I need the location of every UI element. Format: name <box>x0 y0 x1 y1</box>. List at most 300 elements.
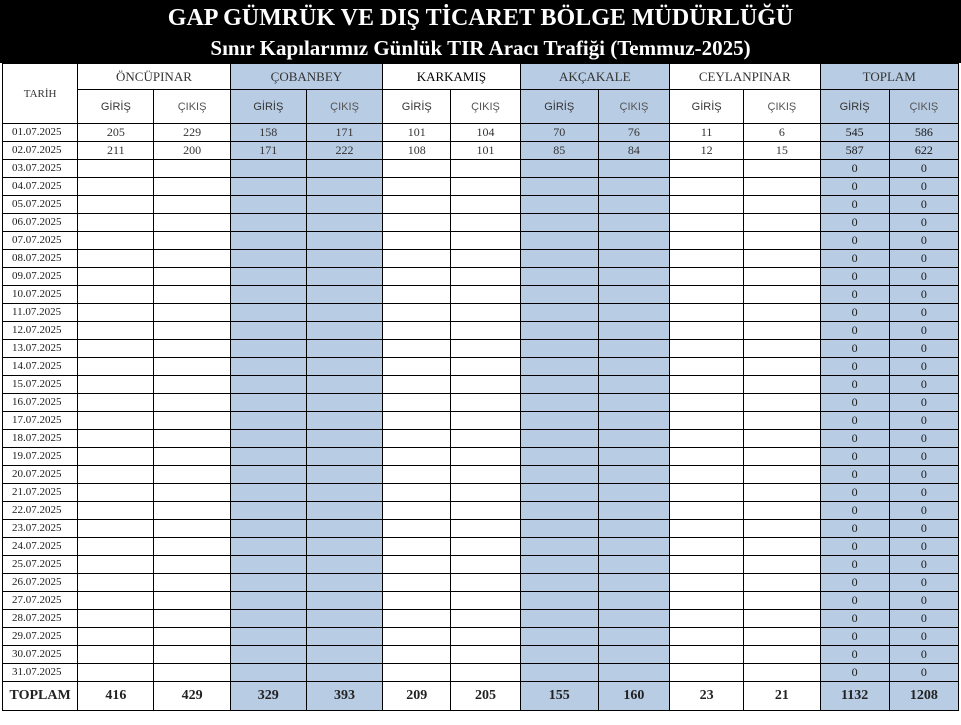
value-cell <box>451 178 520 196</box>
date-cell: 19.07.2025 <box>3 448 78 466</box>
value-cell <box>520 664 598 682</box>
date-cell: 16.07.2025 <box>3 394 78 412</box>
table-row <box>3 448 959 466</box>
value-cell: 15 <box>744 142 820 160</box>
value-cell <box>670 592 744 610</box>
subheader-giris: GİRİŞ <box>230 90 306 124</box>
value-cell <box>306 448 382 466</box>
value-cell <box>306 664 382 682</box>
value-cell <box>230 412 306 430</box>
row-total-cell: 0 <box>889 556 958 574</box>
row-total-cell: 0 <box>889 646 958 664</box>
value-cell <box>78 664 154 682</box>
table-row <box>3 538 959 556</box>
group-header-karkamis: KARKAMIŞ <box>383 64 520 90</box>
table-row <box>3 178 959 196</box>
value-cell <box>451 556 520 574</box>
value-cell <box>744 232 820 250</box>
value-cell <box>451 358 520 376</box>
row-total-cell: 0 <box>889 178 958 196</box>
row-total-cell: 0 <box>889 304 958 322</box>
value-cell <box>154 448 230 466</box>
date-cell: 28.07.2025 <box>3 610 78 628</box>
value-cell <box>670 610 744 628</box>
value-cell <box>78 250 154 268</box>
row-total-cell: 0 <box>820 484 889 502</box>
value-cell: 108 <box>383 142 451 160</box>
value-cell <box>306 232 382 250</box>
value-cell <box>306 322 382 340</box>
value-cell <box>383 304 451 322</box>
value-cell <box>670 286 744 304</box>
value-cell <box>670 268 744 286</box>
row-total-cell: 0 <box>889 520 958 538</box>
row-total-cell: 0 <box>889 322 958 340</box>
date-cell: 20.07.2025 <box>3 466 78 484</box>
value-cell <box>306 520 382 538</box>
table-row <box>3 610 959 628</box>
value-cell <box>598 178 669 196</box>
value-cell <box>383 430 451 448</box>
row-total-cell: 0 <box>820 268 889 286</box>
value-cell <box>520 556 598 574</box>
table-row <box>3 664 959 682</box>
value-cell <box>670 250 744 268</box>
date-cell: 27.07.2025 <box>3 592 78 610</box>
table-body <box>3 124 959 682</box>
value-cell <box>670 430 744 448</box>
row-total-cell: 0 <box>820 178 889 196</box>
value-cell <box>78 538 154 556</box>
value-cell <box>78 646 154 664</box>
value-cell <box>154 628 230 646</box>
value-cell <box>670 304 744 322</box>
value-cell <box>154 610 230 628</box>
row-total-cell: 586 <box>889 124 958 142</box>
value-cell <box>451 592 520 610</box>
value-cell <box>598 376 669 394</box>
row-total-cell: 0 <box>820 214 889 232</box>
date-cell: 22.07.2025 <box>3 502 78 520</box>
table-row <box>3 430 959 448</box>
date-cell: 02.07.2025 <box>3 142 78 160</box>
group-header-ceylanpinar: CEYLANPINAR <box>670 64 820 90</box>
value-cell <box>451 394 520 412</box>
value-cell <box>744 592 820 610</box>
report-subtitle: Sınır Kapılarımız Günlük TIR Aracı Trafiği (Temmuz-2025) <box>210 36 751 60</box>
value-cell <box>670 628 744 646</box>
value-cell <box>78 556 154 574</box>
table-row <box>3 232 959 250</box>
subheader-cikis: ÇIKIŞ <box>306 90 382 124</box>
row-total-cell: 0 <box>889 376 958 394</box>
value-cell <box>451 466 520 484</box>
value-cell <box>451 538 520 556</box>
value-cell <box>670 412 744 430</box>
value-cell <box>230 502 306 520</box>
value-cell <box>520 250 598 268</box>
value-cell <box>744 520 820 538</box>
value-cell <box>520 304 598 322</box>
total-cell: 393 <box>306 682 382 711</box>
value-cell <box>670 340 744 358</box>
value-cell <box>520 340 598 358</box>
value-cell <box>670 196 744 214</box>
subheader-giris: GİRİŞ <box>78 90 154 124</box>
row-total-cell: 545 <box>820 124 889 142</box>
value-cell <box>451 322 520 340</box>
value-cell <box>78 286 154 304</box>
date-cell: 12.07.2025 <box>3 322 78 340</box>
value-cell <box>383 268 451 286</box>
value-cell <box>154 664 230 682</box>
value-cell <box>520 286 598 304</box>
value-cell <box>451 412 520 430</box>
value-cell <box>744 358 820 376</box>
value-cell <box>154 484 230 502</box>
value-cell <box>451 520 520 538</box>
table-row <box>3 574 959 592</box>
value-cell <box>383 574 451 592</box>
value-cell <box>451 376 520 394</box>
value-cell <box>78 178 154 196</box>
traffic-table <box>2 63 959 711</box>
value-cell <box>230 484 306 502</box>
value-cell <box>670 376 744 394</box>
value-cell <box>744 322 820 340</box>
row-total-cell: 0 <box>889 466 958 484</box>
date-cell: 04.07.2025 <box>3 178 78 196</box>
value-cell: 171 <box>306 124 382 142</box>
row-total-cell: 0 <box>820 358 889 376</box>
value-cell <box>520 160 598 178</box>
value-cell <box>154 358 230 376</box>
value-cell <box>230 196 306 214</box>
value-cell <box>230 628 306 646</box>
row-total-cell: 0 <box>820 160 889 178</box>
value-cell <box>744 340 820 358</box>
value-cell <box>520 448 598 466</box>
row-total-cell: 0 <box>889 448 958 466</box>
value-cell <box>744 394 820 412</box>
value-cell <box>230 304 306 322</box>
group-header-toplam: TOPLAM <box>820 64 959 90</box>
value-cell <box>230 394 306 412</box>
date-cell: 13.07.2025 <box>3 340 78 358</box>
value-cell <box>230 538 306 556</box>
value-cell: 85 <box>520 142 598 160</box>
value-cell <box>306 646 382 664</box>
value-cell: 101 <box>451 142 520 160</box>
date-cell: 31.07.2025 <box>3 664 78 682</box>
value-cell: 70 <box>520 124 598 142</box>
value-cell <box>383 322 451 340</box>
value-cell <box>744 250 820 268</box>
value-cell <box>744 304 820 322</box>
value-cell <box>598 610 669 628</box>
subheader-cikis: ÇIKIŞ <box>744 90 820 124</box>
value-cell <box>306 178 382 196</box>
total-cell: 21 <box>744 682 820 711</box>
value-cell: 200 <box>154 142 230 160</box>
value-cell <box>520 430 598 448</box>
total-cell: 155 <box>520 682 598 711</box>
value-cell <box>520 538 598 556</box>
value-cell <box>383 448 451 466</box>
value-cell: 101 <box>383 124 451 142</box>
value-cell <box>383 232 451 250</box>
value-cell <box>598 250 669 268</box>
value-cell <box>78 304 154 322</box>
row-total-cell: 0 <box>889 160 958 178</box>
date-cell: 26.07.2025 <box>3 574 78 592</box>
report-title: GAP GÜMRÜK VE DIŞ TİCARET BÖLGE MÜDÜRLÜĞÜ <box>167 5 794 31</box>
row-total-cell: 0 <box>820 376 889 394</box>
group-header-akcakale: AKÇAKALE <box>520 64 669 90</box>
value-cell <box>154 232 230 250</box>
value-cell <box>306 196 382 214</box>
value-cell <box>598 448 669 466</box>
value-cell <box>383 538 451 556</box>
value-cell <box>306 358 382 376</box>
value-cell <box>306 394 382 412</box>
value-cell <box>598 358 669 376</box>
value-cell <box>451 610 520 628</box>
title-banner <box>0 0 961 63</box>
value-cell <box>383 412 451 430</box>
value-cell <box>78 232 154 250</box>
row-total-cell: 0 <box>889 250 958 268</box>
value-cell <box>230 358 306 376</box>
value-cell <box>598 574 669 592</box>
row-total-cell: 0 <box>889 592 958 610</box>
value-cell <box>383 358 451 376</box>
value-cell <box>744 286 820 304</box>
value-cell <box>598 394 669 412</box>
row-total-cell: 587 <box>820 142 889 160</box>
value-cell <box>451 340 520 358</box>
value-cell <box>230 556 306 574</box>
value-cell <box>744 610 820 628</box>
value-cell <box>78 340 154 358</box>
value-cell <box>306 286 382 304</box>
value-cell <box>78 412 154 430</box>
value-cell <box>451 484 520 502</box>
value-cell <box>670 322 744 340</box>
value-cell <box>230 520 306 538</box>
table-row <box>3 484 959 502</box>
value-cell <box>306 214 382 232</box>
row-total-cell: 0 <box>820 340 889 358</box>
total-cell: 1208 <box>889 682 958 711</box>
value-cell <box>670 178 744 196</box>
total-cell: 1132 <box>820 682 889 711</box>
table-row <box>3 592 959 610</box>
value-cell: 104 <box>451 124 520 142</box>
value-cell <box>520 178 598 196</box>
totals-label: TOPLAM <box>3 682 78 711</box>
value-cell <box>451 646 520 664</box>
value-cell <box>670 358 744 376</box>
value-cell <box>78 430 154 448</box>
row-total-cell: 0 <box>889 232 958 250</box>
value-cell <box>744 556 820 574</box>
value-cell <box>230 250 306 268</box>
value-cell <box>451 250 520 268</box>
value-cell <box>598 646 669 664</box>
value-cell <box>451 628 520 646</box>
total-cell: 23 <box>670 682 744 711</box>
total-cell: 329 <box>230 682 306 711</box>
value-cell <box>670 160 744 178</box>
value-cell <box>154 466 230 484</box>
value-cell <box>598 556 669 574</box>
value-cell <box>383 556 451 574</box>
value-cell <box>744 412 820 430</box>
subheader-giris: GİRİŞ <box>820 90 889 124</box>
table-row <box>3 502 959 520</box>
date-cell: 21.07.2025 <box>3 484 78 502</box>
date-cell: 06.07.2025 <box>3 214 78 232</box>
row-total-cell: 0 <box>820 592 889 610</box>
value-cell <box>598 286 669 304</box>
date-cell: 15.07.2025 <box>3 376 78 394</box>
date-cell: 10.07.2025 <box>3 286 78 304</box>
date-cell: 01.07.2025 <box>3 124 78 142</box>
value-cell <box>451 664 520 682</box>
value-cell <box>520 232 598 250</box>
subheader-cikis: ÇIKIŞ <box>598 90 669 124</box>
value-cell <box>744 160 820 178</box>
value-cell <box>744 268 820 286</box>
row-total-cell: 0 <box>889 628 958 646</box>
tarih-header: TARİH <box>3 64 78 124</box>
value-cell <box>383 502 451 520</box>
value-cell <box>598 628 669 646</box>
table-row <box>3 160 959 178</box>
value-cell <box>744 196 820 214</box>
value-cell <box>230 466 306 484</box>
value-cell <box>670 484 744 502</box>
value-cell <box>744 502 820 520</box>
value-cell: 222 <box>306 142 382 160</box>
value-cell <box>383 520 451 538</box>
value-cell <box>230 322 306 340</box>
date-cell: 07.07.2025 <box>3 232 78 250</box>
value-cell: 12 <box>670 142 744 160</box>
value-cell <box>306 502 382 520</box>
value-cell <box>306 376 382 394</box>
value-cell <box>78 628 154 646</box>
value-cell <box>230 664 306 682</box>
value-cell <box>451 268 520 286</box>
value-cell <box>451 160 520 178</box>
value-cell <box>598 484 669 502</box>
row-total-cell: 0 <box>889 214 958 232</box>
totals-row <box>3 682 959 711</box>
value-cell <box>230 178 306 196</box>
value-cell <box>154 268 230 286</box>
value-cell <box>306 430 382 448</box>
value-cell <box>154 322 230 340</box>
date-cell: 11.07.2025 <box>3 304 78 322</box>
value-cell <box>383 286 451 304</box>
row-total-cell: 0 <box>820 412 889 430</box>
date-cell: 09.07.2025 <box>3 268 78 286</box>
value-cell <box>451 232 520 250</box>
value-cell <box>230 268 306 286</box>
value-cell <box>306 412 382 430</box>
value-cell <box>451 304 520 322</box>
value-cell <box>744 628 820 646</box>
value-cell <box>78 610 154 628</box>
value-cell <box>306 466 382 484</box>
value-cell <box>154 574 230 592</box>
value-cell <box>520 466 598 484</box>
row-total-cell: 0 <box>889 268 958 286</box>
value-cell <box>744 466 820 484</box>
row-total-cell: 0 <box>889 358 958 376</box>
table-row <box>3 142 959 160</box>
row-total-cell: 0 <box>820 304 889 322</box>
value-cell <box>520 394 598 412</box>
value-cell <box>154 340 230 358</box>
value-cell <box>670 502 744 520</box>
table-row <box>3 646 959 664</box>
date-cell: 05.07.2025 <box>3 196 78 214</box>
value-cell <box>306 484 382 502</box>
value-cell <box>451 448 520 466</box>
value-cell <box>670 466 744 484</box>
row-total-cell: 0 <box>820 520 889 538</box>
value-cell <box>598 502 669 520</box>
value-cell <box>383 610 451 628</box>
value-cell: 158 <box>230 124 306 142</box>
value-cell <box>306 340 382 358</box>
value-cell <box>598 196 669 214</box>
value-cell <box>598 430 669 448</box>
value-cell <box>598 304 669 322</box>
value-cell <box>520 268 598 286</box>
row-total-cell: 0 <box>820 448 889 466</box>
value-cell <box>598 592 669 610</box>
value-cell <box>78 394 154 412</box>
value-cell <box>520 376 598 394</box>
date-cell: 25.07.2025 <box>3 556 78 574</box>
value-cell <box>78 160 154 178</box>
row-total-cell: 0 <box>820 664 889 682</box>
value-cell <box>744 178 820 196</box>
value-cell <box>306 556 382 574</box>
value-cell <box>520 214 598 232</box>
value-cell <box>78 322 154 340</box>
value-cell: 171 <box>230 142 306 160</box>
value-cell <box>154 592 230 610</box>
table-row <box>3 556 959 574</box>
row-total-cell: 0 <box>820 430 889 448</box>
value-cell <box>78 520 154 538</box>
value-cell <box>744 484 820 502</box>
table-row <box>3 124 959 142</box>
value-cell <box>670 448 744 466</box>
table-row <box>3 376 959 394</box>
date-cell: 03.07.2025 <box>3 160 78 178</box>
value-cell <box>383 178 451 196</box>
date-cell: 18.07.2025 <box>3 430 78 448</box>
value-cell <box>230 286 306 304</box>
row-total-cell: 0 <box>889 412 958 430</box>
value-cell <box>598 232 669 250</box>
